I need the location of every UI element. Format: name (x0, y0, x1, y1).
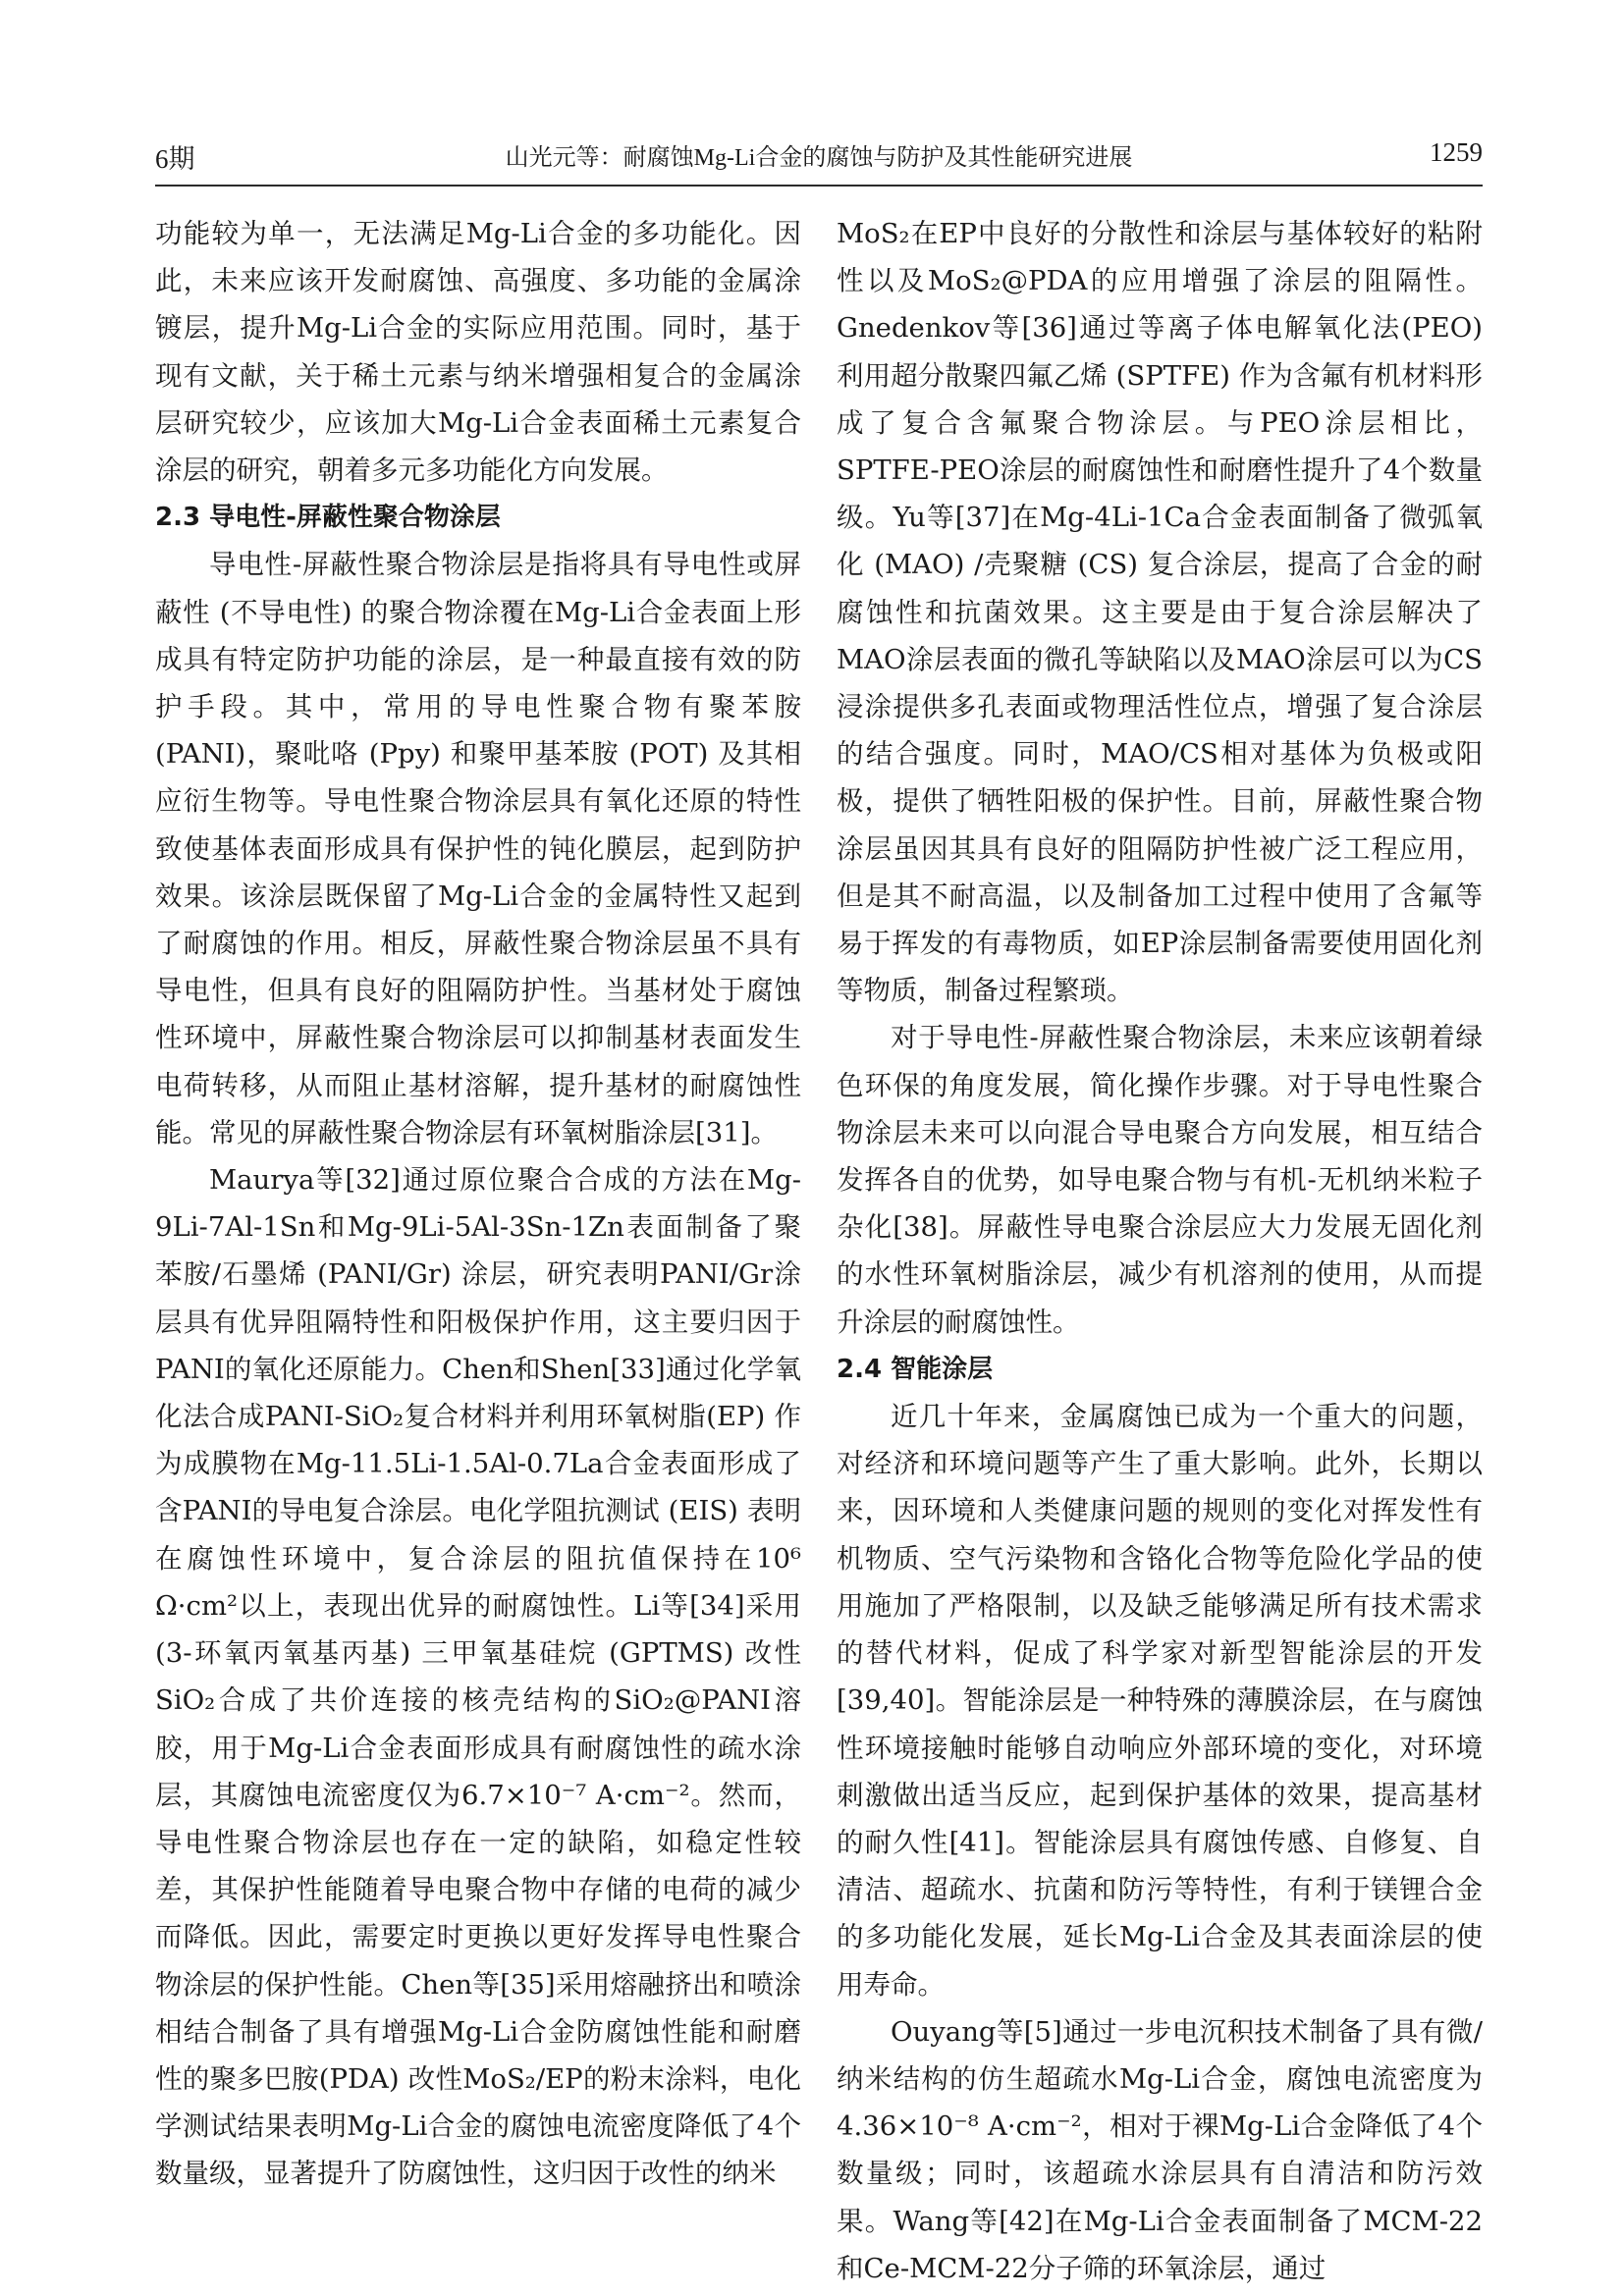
left-column (155, 210, 801, 2198)
paragraph: 近几十年来，金属腐蚀已成为一个重大的问题，对经济和环境问题等产生了重大影响。此外，长期以来，因环境和人类健康问题的规则的变化对挥发性有机物质、空气污染物和含铬化合物等危险化学品的使用施加了严格限制，以及缺乏能够满足所有技术需求的替代材料，促成了科学家对新型智能涂层的开发[39,40]。智能涂层是一种特殊的薄膜涂层，在与腐蚀性环境接触时能够自动响应外部环境的变化，对环境刺激做出适当反应，起到保护基体的效果，提高基材的耐久性[41]。智能涂层具有腐蚀传感、自修复、自清洁、超疏水、抗菌和防污等特性，有利于镁锂合金的多功能化发展，延长Mg-Li合金及其表面涂层的使用寿命。 (837, 1401, 1483, 2001)
page-number: 1259 (1430, 137, 1483, 167)
right-column (837, 210, 1483, 2292)
paragraph: MoS₂在EP中良好的分散性和涂层与基体较好的粘附性以及MoS₂@PDA的应用增强了涂层的阻隔性。Gnedenkov等[36]通过等离子体电解氧化法(PEO) 利用超分散聚四氟乙烯 (SPTFE) 作为含氟有机材料形成了复合含氟聚合物涂层。与PEO涂层相比，SPTFE-PEO涂层的耐腐蚀性和耐磨性提升了4个数量级。Yu等[37]在Mg-4Li-1Ca合金表面制备了微弧氧化 (MAO) /壳聚糖 (CS) 复合涂层，提高了合金的耐腐蚀性和抗菌效果。这主要是由于复合涂层解决了MAO涂层表面的微孔等缺陷以及MAO涂层可以为CS浸涂提供多孔表面或物理活性位点，增强了复合涂层的结合强度。同时，MAO/CS相对基体为负极或阳极，提供了牺牲阳极的保护性。目前，屏蔽性聚合物涂层虽因其具有良好的阻隔防护性被广泛工程应用，但是其不耐高温，以及制备加工过程中使用了含氟等易于挥发的有毒物质，如EP涂层制备需要使用固化剂等物质，制备过程繁琐。 (837, 218, 1483, 1007)
issue-number: 6期 (155, 144, 195, 174)
header-rule (155, 185, 1483, 187)
running-header (155, 137, 1483, 183)
paragraph: 功能较为单一，无法满足Mg-Li合金的多功能化。因此，未来应该开发耐腐蚀、高强度、多功能的金属涂镀层，提升Mg-Li合金的实际应用范围。同时，基于现有文献，关于稀土元素与纳米增强相复合的金属涂层研究较少，应该加大Mg-Li合金表面稀土元素复合涂层的研究，朝着多元多功能化方向发展。 (155, 218, 801, 487)
running-title: 山光元等：耐腐蚀Mg-Li合金的腐蚀与防护及其性能研究进展 (505, 145, 1133, 171)
section-heading: 2.3 导电性-屏蔽性聚合物涂层 (155, 503, 501, 533)
paragraph: 对于导电性-屏蔽性聚合物涂层，未来应该朝着绿色环保的角度发展，简化操作步骤。对于导电性聚合物涂层未来可以向混合导电聚合方向发展，相互结合发挥各自的优势，如导电聚合物与有机-无机纳米粒子杂化[38]。屏蔽性导电聚合涂层应大力发展无固化剂的水性环氧树脂涂层，减少有机溶剂的使用，从而提升涂层的耐腐蚀性。 (837, 1022, 1483, 1338)
paragraph: Maurya等[32]通过原位聚合合成的方法在Mg-9Li-7Al-1Sn和Mg-9Li-5Al-3Sn-1Zn表面制备了聚苯胺/石墨烯 (PANI/Gr) 涂层，研究表明PANI/Gr涂层具有优异阻隔特性和阳极保护作用，这主要归因于PANI的氧化还原能力。Chen和Shen[33]通过化学氧化法合成PANI-SiO₂复合材料并利用环氧树脂(EP) 作为成膜物在Mg-11.5Li-1.5Al-0.7La合金表面形成了含PANI的导电复合涂层。电化学阻抗测试 (EIS) 表明在腐蚀性环境中，复合涂层的阻抗值保持在10⁶ Ω·cm²以上，表现出优异的耐腐蚀性。Li等[34]采用 (3-环氧丙氧基丙基) 三甲氧基硅烷 (GPTMS) 改性SiO₂合成了共价连接的核壳结构的SiO₂@PANI溶胶，用于Mg-Li合金表面形成具有耐腐蚀性的疏水涂层，其腐蚀电流密度仅为6.7×10⁻⁷ A·cm⁻²。然而，导电性聚合物涂层也存在一定的缺陷，如稳定性较差，其保护性能随着导电聚合物中存储的电荷的减少而降低。因此，需要定时更换以更好发挥导电性聚合物涂层的保护性能。Chen等[35]采用熔融挤出和喷涂相结合制备了具有增强Mg-Li合金防腐蚀性能和耐磨性的聚多巴胺(PDA) 改性MoS₂/EP的粉末涂料，电化学测试结果表明Mg-Li合金的腐蚀电流密度降低了4个数量级，显著提升了防腐蚀性，这归因于改性的纳米 (155, 1164, 801, 2190)
paragraph: Ouyang等[5]通过一步电沉积技术制备了具有微/纳米结构的仿生超疏水Mg-Li合金，腐蚀电流密度为4.36×10⁻⁸ A·cm⁻²，相对于裸Mg-Li合金降低了4个数量级；同时，该超疏水涂层具有自清洁和防污效果。Wang等[42]在Mg-Li合金表面制备了MCM-22和Ce-MCM-22分子筛的环氧涂层，通过 (837, 2015, 1483, 2284)
section-heading: 2.4 智能涂层 (837, 1354, 994, 1384)
paragraph: 导电性-屏蔽性聚合物涂层是指将具有导电性或屏蔽性 (不导电性) 的聚合物涂覆在Mg-Li合金表面上形成具有特定防护功能的涂层，是一种最直接有效的防护手段。其中，常用的导电性聚合物有聚苯胺 (PANI)，聚吡咯 (Ppy) 和聚甲基苯胺 (POT) 及其相应衍生物等。导电性聚合物涂层具有氧化还原的特性致使基体表面形成具有保护性的钝化膜层，起到防护效果。该涂层既保留了Mg-Li合金的金属特性又起到了耐腐蚀的作用。相反，屏蔽性聚合物涂层虽不具有导电性，但具有良好的阻隔防护性。当基材处于腐蚀性环境中，屏蔽性聚合物涂层可以抑制基材表面发生电荷转移，从而阻止基材溶解，提升基材的耐腐蚀性能。常见的屏蔽性聚合物涂层有环氧树脂涂层[31]。 (155, 549, 801, 1148)
